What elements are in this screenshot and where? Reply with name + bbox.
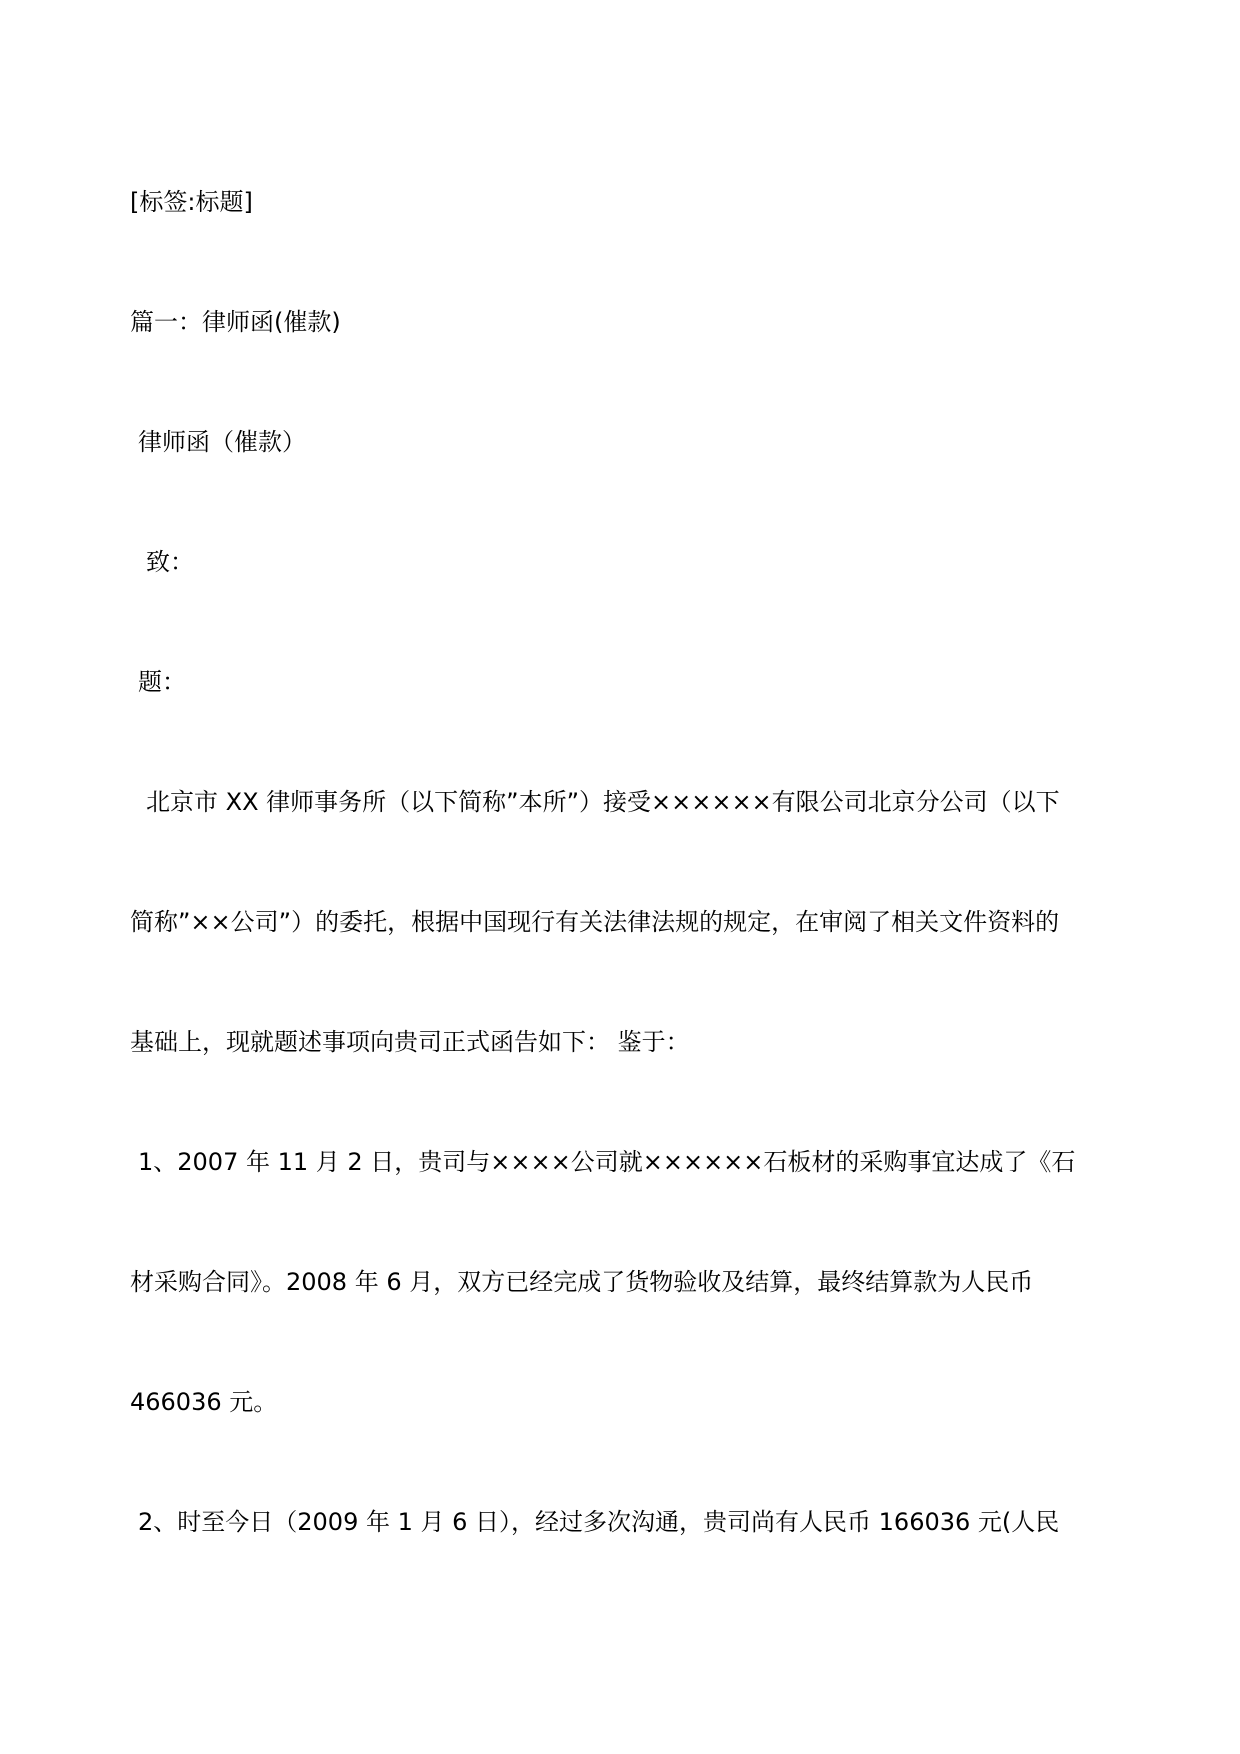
body-line-5: 材采购合同》。2008 年 6 月，双方已经完成了货物验收及结算，最终结算款为人民币 (130, 1268, 1034, 1296)
body-line-7: 2、时至今日（2009 年 1 月 6 日），经过多次沟通，贵司尚有人民币 166036 元(人民 (138, 1508, 1060, 1536)
body-line-3: 基础上，现就题述事项向贵司正式函告如下： 鉴于： (130, 1028, 690, 1056)
tag-line: [标签:标题] (130, 188, 253, 216)
body-line-1: 北京市 XX 律师事务所（以下简称”本所”）接受××××××有限公司北京分公司（以下 (146, 788, 1060, 816)
subject-label: 题： (138, 668, 186, 696)
letter-title: 律师函（催款） (138, 428, 306, 456)
to-label: 致： (146, 548, 194, 576)
body-line-2: 简称”××公司”）的委托，根据中国现行有关法律法规的规定，在审阅了相关文件资料的 (130, 908, 1060, 936)
body-line-6: 466036 元。 (130, 1388, 278, 1416)
section-title: 篇一：律师函(催款) (130, 308, 341, 336)
body-line-4: 1、2007 年 11 月 2 日，贵司与××××公司就××××××石板材的采购事宜达成了《石 (138, 1148, 1076, 1176)
